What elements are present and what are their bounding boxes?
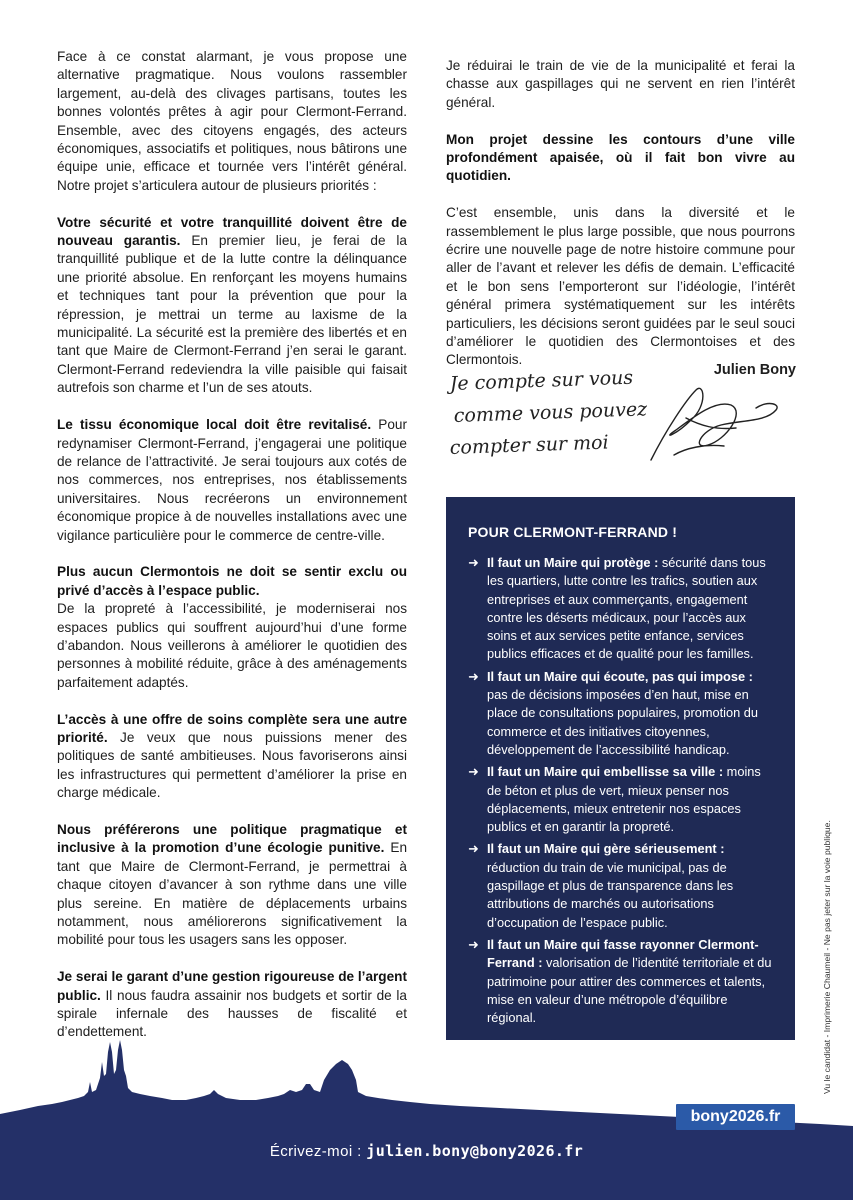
public-space-text: De la propreté à l’accessibilité, je moderniserai nos espaces publics qui souffrent aujourd’hui d’une forme d’abandon. Nous veillerons à améliorer le quotidien des personnes à mobilité réduite, grâce à des aménagements parfaitement adaptés.	[57, 601, 407, 690]
arrow-right-icon: ➜	[468, 555, 479, 570]
priority-item-listen	[468, 668, 773, 759]
arrow-right-icon: ➜	[468, 668, 479, 684]
footer-contact	[0, 1142, 853, 1160]
priority-heading: Il faut un Maire qui gère sérieusement :	[487, 841, 725, 857]
public-space-paragraph	[57, 563, 407, 692]
handwriting-line-2: comme vous pouvez	[453, 398, 648, 427]
health-text: Je veux que nous puissions mener des politiques de santé ambitieuses. Nous favoriserons ainsi les infrastructures qui permettent d’améliorer la prise en charge médicale.	[57, 729, 407, 801]
security-paragraph	[57, 214, 407, 398]
priority-text: moins de béton et plus de vert, mieux penser nos déplacements, mieux entretenir nos espaces publics et en garantir la propreté.	[487, 764, 761, 835]
priority-item-embellish	[468, 763, 773, 836]
health-paragraph	[57, 711, 407, 803]
economy-heading: Le tissu économique local doit être revitalisé.	[57, 417, 372, 433]
priority-text: pas de décisions imposées d’en haut, mise en place de consultations populaires, promotion du commerce et des initiatives citoyennes, développement de l’accessibilité handicap.	[487, 687, 759, 757]
priority-text: sécurité dans tous les quartiers, lutte contre les trafics, soutien aux entreprises et aux commerçants, engagement contre les déserts médicaux, pour l’accès aux soins et aux services petite enfance, services publics efficaces et de qualité pour les familles.	[487, 555, 766, 662]
health-heading: L’accès à une offre de soins complète sera une autre priorité.	[57, 711, 407, 745]
handwriting-line-1: Je compte sur vous	[449, 366, 634, 395]
signature-area	[446, 360, 796, 470]
security-heading: Votre sécurité et votre tranquillité doivent être de nouveau garantis.	[57, 214, 407, 249]
priority-text: valorisation de l’identité territoriale et du patrimoine pour attirer des commerces et talents, mise en valeur d’une métropole d’équilibre régional.	[487, 955, 772, 1026]
signature-scribble	[651, 388, 777, 460]
ecology-text: En tant que Maire de Clermont-Ferrand, je permettrai à chaque citoyen d’avancer à son rythme dans une ville plus sereine. En matière de déplacements urbains notamment, nous améliorerons significativement la mobilité pour tous les usagers sans les opposer.	[57, 840, 408, 948]
signature-name: Julien Bony	[713, 362, 796, 378]
priority-heading: Il faut un Maire qui écoute, pas qui impose :	[487, 668, 753, 684]
together-paragraph: C’est ensemble, unis dans la diversité et le rassemblement le plus large possible, que nous pourrons écrire une nouvelle page de notre histoire commune pour aller de l’avant et relever les défis de demain. L’efficacité et le bon sens l’emporteront sur l’idéologie, l’intérêt général primera systématiquement sur les intérêts particuliers, les décisions seront guidées par le seul souci d’améliorer le quotidien des Clermontoises et des Clermontois.	[446, 205, 795, 368]
security-text: En premier lieu, je ferai de la tranquillité publique et de la lutte contre la délinquance une priorité absolue. En renforçant les moyens humains et techniques tant pour la prévention que pour la répression, je mettrai un terme au laxisme de la municipalité. La sécurité est la première des libertés et en tant que Maire de Clermont-Ferrand j’en serai le garant. Clermont-Ferrand redeviendra la ville paisible qui faisait autrefois son charme et l’un de ses atouts.	[57, 233, 407, 396]
website-badge[interactable]: bony2026.fr	[676, 1104, 795, 1130]
spending-paragraph: Je réduirai le train de vie de la municipalité et ferai la chasse aux gaspillages qui ne servent en rien l’intérêt général.	[446, 58, 795, 110]
intro-paragraph: Face à ce constat alarmant, je vous propose une alternative pragmatique. Nous voulons rassembler largement, au-delà des clivages partisans, toutes les bonnes volontés prêtes à agir pour Clermont-Ferrand. Ensemble, avec des citoyens engagés, des acteurs économiques, associatifs et politiques, nous bâtirons une équipe unie, efficace et tournée vers l’intérêt général. Notre projet s’articulera autour de plusieurs priorités :	[57, 49, 407, 193]
priority-item-radiate	[468, 936, 773, 1027]
ecology-paragraph	[57, 821, 407, 950]
priority-text: réduction du train de vie municipal, pas de gaspillage et plus de transparence dans les attributions de marchés ou autorisations d’occupation de l’espace public.	[487, 859, 734, 930]
legal-note: Vu le candidat - Imprimerie Chaumeil - Ne pas jeter sur la voie publique.	[822, 820, 832, 1094]
budget-paragraph	[57, 968, 407, 1042]
arrow-right-icon: ➜	[468, 764, 479, 780]
priority-heading: Il faut un Maire qui embellisse sa ville :	[487, 764, 724, 780]
public-space-heading: Plus aucun Clermontois ne doit se sentir exclu ou privé d’accès à l’espace public.	[57, 564, 407, 598]
arrow-right-icon: ➜	[468, 936, 479, 952]
budget-heading: Je serai le garant d’une gestion rigoureuse de l’argent public.	[57, 969, 407, 1003]
project-paragraph	[446, 131, 795, 186]
priority-item-protect	[468, 554, 773, 664]
project-statement: Mon projet dessine les contours d’une ville profondément apaisée, où il fait bon vivre au quotidien.	[446, 131, 795, 184]
priority-heading: Il faut un Maire qui protège :	[487, 555, 659, 570]
right-column	[446, 57, 795, 388]
economy-text: Pour redynamiser Clermont-Ferrand, j’engagerai une politique de relance de l’attractivité. Je serai toujours aux cotés de nos commerces, nos entreprises, nos établissements universitaires. Nous recréerons un environnement économique propice à de nouvelles installations avec une vigilance particulière pour le commerce de centre-ville.	[57, 417, 407, 543]
priority-item-manage	[468, 840, 773, 931]
left-column	[57, 48, 407, 1060]
priorities-box	[446, 497, 795, 1040]
ecology-heading: Nous préférerons une politique pragmatique et inclusive à la promotion d’une écologie punitive.	[57, 821, 407, 856]
priority-heading: Il faut un Maire qui fasse rayonner Clermont-Ferrand :	[487, 936, 759, 971]
economy-paragraph	[57, 416, 407, 545]
footer-write-label: Écrivez-moi :	[269, 1143, 362, 1160]
budget-text: Il nous faudra assainir nos budgets et sortir de la spirale infernale des hausses de fiscalité et d’endettement.	[57, 987, 407, 1040]
footer-email-link[interactable]: julien.bony@bony2026.fr	[366, 1142, 584, 1160]
priorities-title: POUR CLERMONT-FERRAND !	[468, 524, 678, 540]
arrow-right-icon: ➜	[468, 841, 479, 857]
handwriting-line-3: compter sur moi	[449, 431, 609, 459]
